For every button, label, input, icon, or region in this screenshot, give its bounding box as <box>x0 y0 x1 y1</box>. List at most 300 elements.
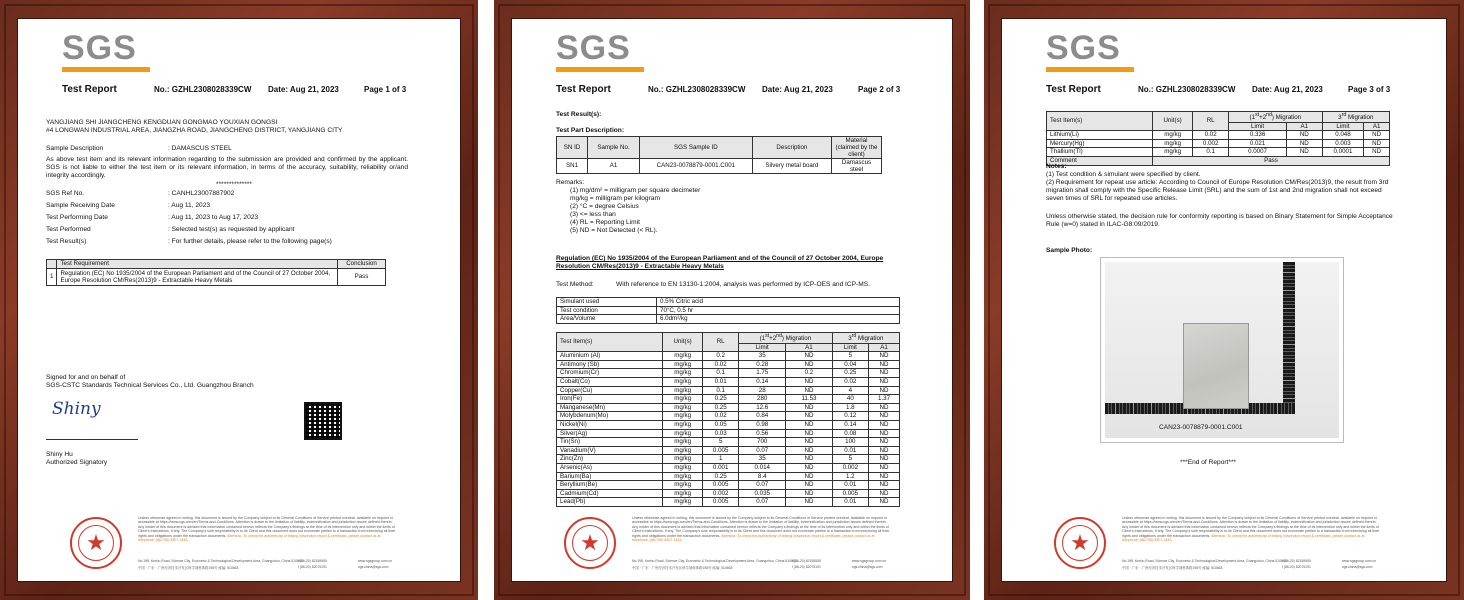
regulation-heading: Regulation (EC) No 1935/2004 of the European Parliament and of the Council of 27 October 2004, Europe Resolution CM/Res(2013)9 - Extractable Heavy Metals <box>556 255 884 271</box>
table-cell: ND <box>1287 148 1323 157</box>
table-cell: ND <box>1364 131 1390 140</box>
footer-web: www.sgsgroup.com.cn <box>852 559 886 563</box>
table-cell: ND <box>786 360 832 369</box>
signed-for-text: Signed for and on behalf of <box>46 374 126 381</box>
table-cell: 0.003 <box>1322 139 1364 148</box>
report-title: Test Report <box>1046 84 1101 95</box>
table-cell: 1.37 <box>869 395 900 404</box>
signatory-name: Shiny Hu <box>46 451 73 458</box>
table-cell: 700 <box>739 438 786 447</box>
table-cell: mg/kg <box>663 438 703 447</box>
table-cell: 5 <box>832 352 868 361</box>
table-cell: 0.02 <box>703 360 739 369</box>
table-cell: mg/kg <box>663 421 703 430</box>
col-migration-3: 3rd Migration <box>832 333 899 344</box>
table-row <box>557 481 900 490</box>
table-cell: mg/kg <box>663 446 703 455</box>
table-cell: mg/kg <box>663 498 703 507</box>
col-migration-3: 3rd Migration <box>1322 112 1389 123</box>
table-cell: 0.2 <box>786 369 832 378</box>
seal-stamp: ★ <box>1054 517 1106 569</box>
table-cell: 0.005 <box>703 446 739 455</box>
page-number: Page 2 of 3 <box>858 85 901 94</box>
report-date: Date: Aug 21, 2023 <box>762 85 833 94</box>
ref-no-value: : CANHL23007887902 <box>168 190 235 197</box>
table-cell: 0.56 <box>739 429 786 438</box>
sample-desc-label: Sample Description <box>46 145 104 152</box>
steel-plate <box>1183 323 1249 409</box>
table-cell: 0.1 <box>703 386 739 395</box>
table-cell: mg/kg <box>663 412 703 421</box>
table-cell: Mercury(Hg) <box>1047 139 1153 148</box>
table-row <box>557 378 900 387</box>
table-row <box>557 438 900 447</box>
table-cell: mg/kg <box>663 369 703 378</box>
sample-photo-label: Sample Photo: <box>1046 247 1093 254</box>
table-cell: ND <box>1287 131 1323 140</box>
report-title: Test Report <box>556 84 611 95</box>
table-cell: mg/kg <box>663 360 703 369</box>
footer-address-cn: 中国 · 广东 · 广州经济技术开发区科学城科珠路198号 邮编: 510663 <box>138 566 239 570</box>
table-cell: mg/kg <box>663 403 703 412</box>
condition-value: 70°C, 0.5 hr <box>657 306 900 315</box>
table-cell: 8.4 <box>739 472 786 481</box>
table-cell: 0.005 <box>703 498 739 507</box>
table-cell: 0.2 <box>703 352 739 361</box>
ref-no-label: SGS Ref No. <box>46 190 85 197</box>
table-cell: 1.8 <box>832 403 868 412</box>
table-row <box>1047 131 1390 140</box>
test-results-label: Test Result(s) <box>46 238 87 245</box>
table-cell: mg/kg <box>663 352 703 361</box>
seal-stamp: ★ <box>564 517 616 569</box>
page-footer <box>1002 511 1446 581</box>
table-cell: 0.25 <box>703 403 739 412</box>
test-results-title: Test Result(s): <box>556 111 602 118</box>
table-cell: ND <box>786 429 832 438</box>
report-number: No.: GZHL2308028339CW <box>154 85 252 94</box>
table-cell: Arsenic(As) <box>557 463 663 472</box>
simulant-label: Simulant used <box>557 298 657 307</box>
table-cell: Aluminium (Al) <box>557 352 663 361</box>
footer-phone: t (86-20) 82155555 <box>792 559 821 563</box>
table-cell: 0.02 <box>703 412 739 421</box>
table-cell: 0.28 <box>739 360 786 369</box>
cell-sn-id: SN1 <box>557 159 588 174</box>
frame-page-1 <box>0 0 478 600</box>
table-cell: 0.07 <box>739 446 786 455</box>
table-cell: 0.002 <box>703 489 739 498</box>
report-number: No.: GZHL2308028339CW <box>648 85 746 94</box>
table-cell: ND <box>869 438 900 447</box>
table-row <box>557 498 900 507</box>
table-cell: ND <box>786 412 832 421</box>
table-cell: Copper(Cu) <box>557 386 663 395</box>
report-date: Date: Aug 21, 2023 <box>268 85 339 94</box>
table-cell: 0.03 <box>703 429 739 438</box>
table-cell: Lead(Pb) <box>557 498 663 507</box>
table-cell: ND <box>869 446 900 455</box>
table-cell: 0.07 <box>739 481 786 490</box>
report-date: Date: Aug 21, 2023 <box>1252 85 1323 94</box>
table-cell: ND <box>786 438 832 447</box>
table-cell: ND <box>786 455 832 464</box>
page-footer <box>512 511 952 581</box>
note-1: (1) Test condition & simulant were specified by client. <box>1046 171 1201 178</box>
signatory-title: Authorized Signatory <box>46 459 108 466</box>
photo-caption: CAN23-0078879-0001.C001 <box>1159 424 1243 431</box>
table-cell: 0.02 <box>1193 131 1229 140</box>
col-a1-12: A1 <box>786 343 832 352</box>
footer-fax: f (86-20) 82075191 <box>298 565 327 569</box>
sample-photo <box>1100 257 1344 443</box>
table-row <box>557 489 900 498</box>
col-test-item: Test Item(s) <box>557 333 663 352</box>
table-cell: 0.002 <box>1193 139 1229 148</box>
col-description: Description <box>752 137 831 159</box>
table-cell: 0.05 <box>703 421 739 430</box>
table-cell: Lithium(Li) <box>1047 131 1153 140</box>
table-cell: ND <box>786 472 832 481</box>
table-cell: 0.25 <box>832 369 868 378</box>
col-sn-id: SN ID <box>557 137 588 159</box>
col-sample-no: Sample No. <box>588 137 640 159</box>
table-cell: 35 <box>739 455 786 464</box>
footer-address-en: No.198, Kezhu Road, Science City, Economic & Technological Development Area, Guangzhou, China 510663 <box>138 559 303 563</box>
col-unit: Unit(s) <box>663 333 703 352</box>
cell-description: Silvery metal board <box>752 159 831 174</box>
table-cell: 0.04 <box>832 360 868 369</box>
footer-address-en: No.198, Kezhu Road, Science City, Economic & Technological Development Area, Guangzhou, China 510663 <box>1122 559 1287 563</box>
page-footer <box>18 511 460 581</box>
sgs-logo: SGS <box>1046 31 1134 72</box>
table-cell: 0.0007 <box>1229 148 1287 157</box>
table-cell: mg/kg <box>1153 131 1193 140</box>
table-cell: ND <box>869 360 900 369</box>
table-cell: mg/kg <box>663 429 703 438</box>
condition-label: Test condition <box>557 306 657 315</box>
table-cell: mg/kg <box>663 463 703 472</box>
table-cell: 0.08 <box>832 429 868 438</box>
col-material: Material (claimed by the client) <box>832 137 882 159</box>
remark-2: (2) °C = degree Celsius <box>570 203 639 210</box>
table-cell: 0.02 <box>832 378 868 387</box>
test-performed-value: : Selected test(s) as requested by applicant <box>168 226 295 233</box>
table-row <box>557 352 900 361</box>
table-cell: 40 <box>832 395 868 404</box>
report-page-1 <box>17 18 461 582</box>
table-cell: 0.01 <box>832 446 868 455</box>
report-page-3 <box>1001 18 1447 582</box>
footer-phone: t (86-20) 82155555 <box>298 559 327 563</box>
table-cell: ND <box>786 446 832 455</box>
table-cell: ND <box>869 412 900 421</box>
frame-page-2 <box>494 0 970 600</box>
table-cell: 280 <box>739 395 786 404</box>
col-limit-3: Limit <box>832 343 868 352</box>
table-cell: Zinc(Zn) <box>557 455 663 464</box>
table-cell: mg/kg <box>663 455 703 464</box>
sample-desc-value: : DAMASCUS STEEL <box>168 145 232 152</box>
table-cell: 0.021 <box>1229 139 1287 148</box>
requirement-table <box>46 259 386 286</box>
table-row <box>557 446 900 455</box>
receiving-date-value: : Aug 11, 2023 <box>168 202 211 209</box>
table-cell: ND <box>1287 139 1323 148</box>
table-cell: 35 <box>739 352 786 361</box>
table-cell: ND <box>869 489 900 498</box>
table-row <box>557 472 900 481</box>
remark-3: (3) <= less than <box>570 211 616 218</box>
table-cell: ND <box>869 421 900 430</box>
footer-email: sgs.china@sgs.com <box>1342 565 1373 569</box>
footer-fine-print: Unless otherwise agreed in writing, this document is issued by the Company subject to its General Conditions of Service printed overleaf, available on request or accessible at https://www.sgs.com/en/Terms-and-Conditions. Attention is drawn to the limitation of liability, indemnification and jurisdiction issues defined therein. Any holder of this document is advised that information contained hereon reflects the Company's findings at the time of its intervention only and within the limits of Client's instructions, if any. The Company's sole responsibility is to its Client and this document does not exonerate parties to a transaction from exercising all their rights and obligations under the transaction documents. Attention: To check the authenticity of testing /inspection report & certificate, please contact us at telephone: (86-755) 8307 1443, <box>138 516 396 543</box>
col-limit-12: Limit <box>739 343 786 352</box>
row-number: 1 <box>47 268 57 286</box>
table-cell: 0.005 <box>832 489 868 498</box>
receiving-date-label: Sample Receiving Date <box>46 202 115 209</box>
table-cell: mg/kg <box>1153 148 1193 157</box>
table-cell: ND <box>786 352 832 361</box>
test-method-text: With reference to EN 13130-1:2004, analysis was performed by ICP-OES and ICP-MS. <box>616 281 870 288</box>
footer-address-cn: 中国 · 广东 · 广州经济技术开发区科学城科珠路198号 邮编: 510663 <box>1122 566 1223 570</box>
table-cell: ND <box>786 498 832 507</box>
cell-material: Damascus steel <box>832 159 882 174</box>
table-cell: 0.98 <box>739 421 786 430</box>
table-cell: 5 <box>832 455 868 464</box>
table-cell: ND <box>786 386 832 395</box>
col-test-item: Test Item(s) <box>1047 112 1153 131</box>
seal-stamp: ★ <box>70 517 122 569</box>
table-row <box>557 455 900 464</box>
table-cell: ND <box>869 378 900 387</box>
table-cell: mg/kg <box>1153 139 1193 148</box>
comment-label: Comment <box>1047 157 1153 166</box>
table-row <box>557 429 900 438</box>
table-cell: ND <box>869 386 900 395</box>
table-row <box>557 463 900 472</box>
table-cell: 1.2 <box>832 472 868 481</box>
test-method-label: Test Method: <box>556 281 594 288</box>
table-cell: ND <box>786 421 832 430</box>
table-cell: ND <box>869 481 900 490</box>
table-cell: 0.25 <box>703 472 739 481</box>
table-cell: 0.25 <box>703 395 739 404</box>
table-row <box>1047 139 1390 148</box>
table-cell: Nickel(Ni) <box>557 421 663 430</box>
page-header <box>1046 85 1416 97</box>
table-cell: Cadmium(Cd) <box>557 489 663 498</box>
table-cell: Chromium(Cr) <box>557 369 663 378</box>
end-of-report: ***End of Report*** <box>1180 459 1237 466</box>
table-cell: ND <box>869 429 900 438</box>
test-performed-label: Test Performed <box>46 226 91 233</box>
table-cell: Silver(Ag) <box>557 429 663 438</box>
remarks-label: Remarks: <box>556 179 585 186</box>
applicant-address: #4 LONGWAN INDUSTRIAL AREA, JIANGZHA ROAD, JIANGCHENG DISTRICT, YANGJIANG CITY <box>46 127 343 134</box>
remark-1b: mg/kg = milligram per kilogram <box>570 195 660 202</box>
table-cell: 0.84 <box>739 412 786 421</box>
footer-address-cn: 中国 · 广东 · 广州经济技术开发区科学城科珠路198号 邮编: 510663 <box>632 566 733 570</box>
separator-stars: ************** <box>216 181 252 188</box>
sgs-logo: SGS <box>556 31 644 72</box>
ruler-vertical <box>1283 262 1295 414</box>
table-row <box>557 360 900 369</box>
table-cell: Vanadium(V) <box>557 446 663 455</box>
cell-sgs-sample-id: CAN23-0078879-0001.C001 <box>639 159 752 174</box>
applicant-name: YANGJIANG SHI JIANGCHENG KENGDUAN GONGMAO YOUXIAN GONGSI <box>46 119 278 126</box>
table-cell: mg/kg <box>663 481 703 490</box>
table-cell: Iron(Fe) <box>557 395 663 404</box>
footer-email: sgs.china@sgs.com <box>852 565 883 569</box>
report-number: No.: GZHL2308028339CW <box>1138 85 1236 94</box>
table-cell: 100 <box>832 438 868 447</box>
table-row <box>557 403 900 412</box>
qr-code <box>304 402 342 440</box>
col-limit-3: Limit <box>1322 122 1364 131</box>
table-cell: 1.75 <box>739 369 786 378</box>
footer-fine-print: Unless otherwise agreed in writing, this document is issued by the Company subject to its General Conditions of Service printed overleaf, available on request or accessible at https://www.sgs.com/en/Terms-and-Conditions. Attention is drawn to the limitation of liability, indemnification and jurisdiction issues defined therein. Any holder of this document is advised that information contained hereon reflects the Company's findings at the time of its intervention only and within the limits of Client's instructions, if any. The Company's sole responsibility is to its Client and this document does not exonerate parties to a transaction from exercising all their rights and obligations under the transaction documents. Attention: To check the authenticity of testing /inspection report & certificate, please contact us at telephone: (86-755) 8307 1443, <box>1122 516 1380 543</box>
performing-date-value: : Aug 11, 2023 to Aug 17, 2023 <box>168 214 259 221</box>
table-row <box>557 369 900 378</box>
remark-1: (1) mg/dm² = milligram per square decimeter <box>570 187 701 194</box>
col-limit-12: Limit <box>1229 122 1287 131</box>
conclusion-header: Conclusion <box>338 260 386 269</box>
report-title: Test Report <box>62 84 117 95</box>
table-cell: ND <box>786 489 832 498</box>
col-a1-12: A1 <box>1287 122 1323 131</box>
table-cell: 0.14 <box>832 421 868 430</box>
footer-web: www.sgsgroup.com.cn <box>1342 559 1376 563</box>
table-cell: Tin(Sn) <box>557 438 663 447</box>
table-cell: 28 <box>739 386 786 395</box>
col-rl: RL <box>1193 112 1229 131</box>
page-number: Page 3 of 3 <box>1348 85 1391 94</box>
table-cell: ND <box>869 352 900 361</box>
table-cell: mg/kg <box>663 378 703 387</box>
table-cell: 5 <box>703 438 739 447</box>
col-unit: Unit(s) <box>1153 112 1193 131</box>
table-cell: ND <box>869 369 900 378</box>
table-cell: ND <box>869 472 900 481</box>
table-cell: 1 <box>703 455 739 464</box>
table-cell: ND <box>869 463 900 472</box>
conclusion-value: Pass <box>338 268 386 286</box>
sgs-logo: SGS <box>62 31 150 72</box>
table-cell: ND <box>786 481 832 490</box>
page-header <box>62 85 430 97</box>
table-cell: mg/kg <box>663 395 703 404</box>
table-cell: 0.014 <box>739 463 786 472</box>
table-cell: 0.001 <box>703 463 739 472</box>
col-a1-3: A1 <box>1364 122 1390 131</box>
test-results-value: : For further details, please refer to the following page(s) <box>168 238 332 245</box>
table-cell: 0.01 <box>703 378 739 387</box>
table-cell: 0.07 <box>739 498 786 507</box>
cell-sample-no: A1 <box>588 159 640 174</box>
results-table <box>556 332 900 507</box>
notes-label: Notes: <box>1046 163 1067 170</box>
table-cell: 12.6 <box>739 403 786 412</box>
col-a1-3: A1 <box>869 343 900 352</box>
table-cell: Molybdenum(Mo) <box>557 412 663 421</box>
requirement-header: Test Requirement <box>57 260 338 269</box>
table-row <box>1047 148 1390 157</box>
table-cell: Antimony (Sb) <box>557 360 663 369</box>
table-cell: 0.1 <box>703 369 739 378</box>
footer-web: www.sgsgroup.com.cn <box>358 559 392 563</box>
footer-fax: f (86-20) 82075191 <box>792 565 821 569</box>
remark-5: (5) ND = Not Detected (< RL). <box>570 227 658 234</box>
col-rl: RL <box>703 333 739 352</box>
table-cell: 0.01 <box>832 498 868 507</box>
requirement-text: Regulation (EC) No 1935/2004 of the European Parliament and of the Council of 27 October 2004, Europe Resolution CM/Res(2013)9 - Extractable Heavy Metals <box>57 268 338 286</box>
table-cell: 0.035 <box>739 489 786 498</box>
signature: Shiny <box>52 399 101 419</box>
table-cell: 0.14 <box>739 378 786 387</box>
table-cell: 0.0001 <box>1322 148 1364 157</box>
conditions-table <box>556 297 900 324</box>
disclaimer-statement: As above test item and its relevant information regarding to the submission are provided and confirmed by the applicant. SGS is not liable to either the test item or its relevant information, in terms of the accuracy, suitability, reliability or/and integrity accordingly. <box>46 156 408 180</box>
footer-fine-print: Unless otherwise agreed in writing, this document is issued by the Company subject to its General Conditions of Service printed overleaf, available on request or accessible at https://www.sgs.com/en/Terms-and-Conditions. Attention is drawn to the limitation of liability, indemnification and jurisdiction issues defined therein. Any holder of this document is advised that information contained hereon reflects the Company's findings at the time of its intervention only and within the limits of Client's instructions, if any. The Company's sole responsibility is to its Client and this document does not exonerate parties to a transaction from exercising all their rights and obligations under the transaction documents. Attention: To check the authenticity of testing /inspection report & certificate, please contact us at telephone: (86-755) 8307 1443, <box>632 516 890 543</box>
page-number: Page 1 of 3 <box>364 85 407 94</box>
table-cell: ND <box>786 378 832 387</box>
signing-organization: SGS-CSTC Standards Technical Services Co., Ltd. Guangzhou Branch <box>46 382 254 389</box>
table-cell: Cobalt(Co) <box>557 378 663 387</box>
table-cell: ND <box>786 403 832 412</box>
decision-rule: Unless otherwise stated, the decision rule for conformity reporting is based on Binary Statement for Simple Acceptance Rule (w=0) stated in ILAC-G8:09/2019. <box>1046 213 1393 229</box>
page-header <box>556 85 922 97</box>
area-volume-label: Area/Volume <box>557 315 657 324</box>
table-cell: 0.12 <box>832 412 868 421</box>
comment-value: Pass <box>1153 157 1390 166</box>
signature-line <box>46 439 138 440</box>
table-row <box>557 386 900 395</box>
footer-fax: f (86-20) 82075191 <box>1282 565 1311 569</box>
footer-phone: t (86-20) 82155555 <box>1282 559 1311 563</box>
frame-page-3 <box>984 0 1464 600</box>
table-cell: Manganese(Mn) <box>557 403 663 412</box>
part-description-title: Test Part Description: <box>556 127 625 134</box>
table-row <box>557 395 900 404</box>
table-cell: mg/kg <box>663 386 703 395</box>
table-row <box>557 412 900 421</box>
table-cell: 0.002 <box>832 463 868 472</box>
table-cell: ND <box>786 463 832 472</box>
col-sgs-sample-id: SGS Sample ID <box>639 137 752 159</box>
table-cell: 0.01 <box>832 481 868 490</box>
report-page-2 <box>511 18 953 582</box>
performing-date-label: Test Performing Date <box>46 214 108 221</box>
table-cell: 0.336 <box>1229 131 1287 140</box>
table-cell: ND <box>869 403 900 412</box>
note-2: (2) Requirement for repeat use article: According to Council of Europe Resolution CM/Res(2013)9, the result from 3rd migration shall comply with the Specific Release Limit (SRL) and the sum of 1st and 2nd migration shall not exceed seven times of SRL for repeated use articles. <box>1046 179 1389 203</box>
table-cell: mg/kg <box>663 472 703 481</box>
table-cell: ND <box>869 455 900 464</box>
table-cell: 0.1 <box>1193 148 1229 157</box>
table-row <box>557 421 900 430</box>
table-cell: 4 <box>832 386 868 395</box>
results-table-continued <box>1046 111 1390 166</box>
part-description-table <box>556 136 882 174</box>
simulant-value: 0.5% Citric acid <box>657 298 900 307</box>
table-cell: mg/kg <box>663 489 703 498</box>
table-cell: ND <box>1364 148 1390 157</box>
table-cell: ND <box>1364 139 1390 148</box>
table-cell: Thallium(Tl) <box>1047 148 1153 157</box>
table-cell: Beryllium(Be) <box>557 481 663 490</box>
table-cell: 0.048 <box>1322 131 1364 140</box>
